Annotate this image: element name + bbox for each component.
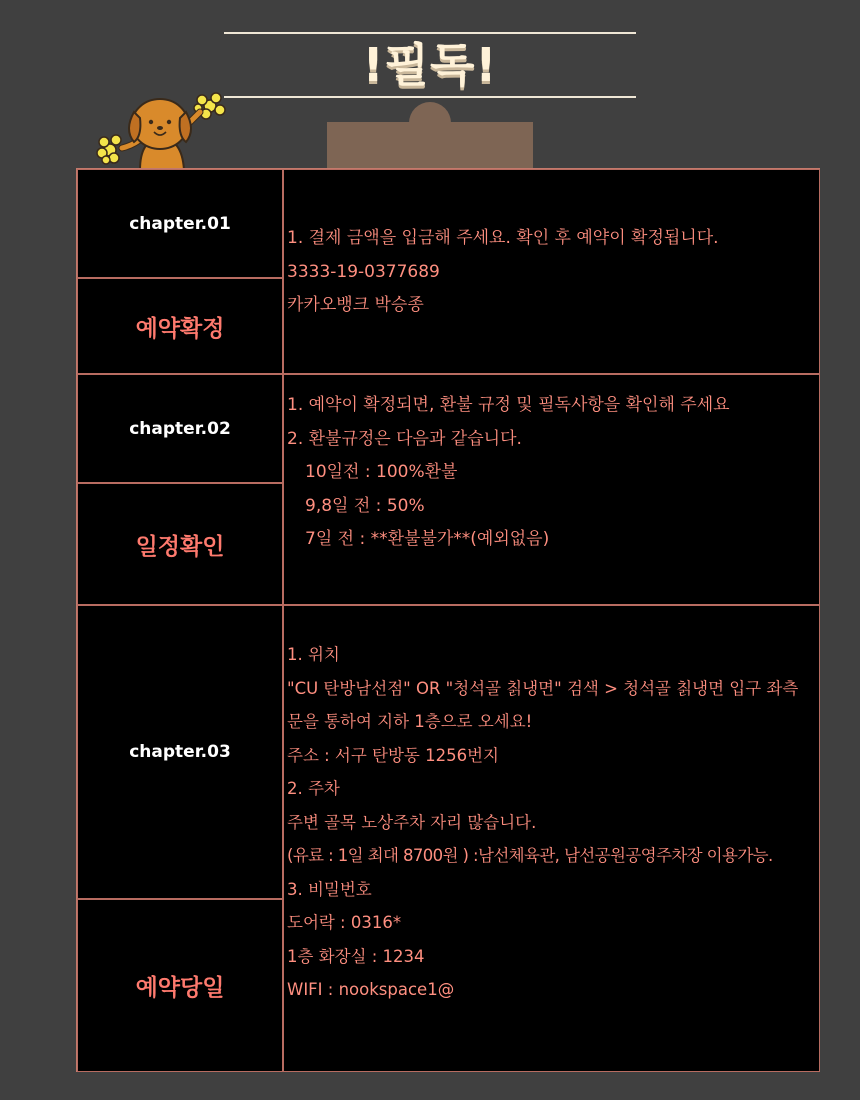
title-rule-top: [224, 32, 636, 34]
parking-info: (유료 : 1일 최대 8700원 ) :남선체육관, 남선공원공영주차장 이용가능.: [287, 846, 773, 865]
dog-mascot-icon: [94, 90, 230, 170]
section-03-content: [283, 605, 820, 1072]
chapter-02-label: chapter.02: [77, 374, 283, 483]
refund-rule: 9,8일 전 : 50%: [305, 495, 425, 516]
content-line: "CU 탄방남선점" OR "청석골 칡냉면" 검색 > 청석골 칡냉면 입구 좌측: [287, 678, 799, 698]
restroom-code: 1층 화장실 : 1234: [287, 946, 425, 966]
account-number: 3333-19-0377689: [287, 261, 440, 282]
content-line: 주변 골목 노상주차 자리 많습니다.: [287, 812, 537, 832]
content-line: 2. 환불규정은 다음과 같습니다.: [287, 428, 522, 449]
bank-account-holder: 카카오뱅크 박승종: [287, 295, 424, 315]
address: 주소 : 서구 탄방동 1256번지: [287, 745, 499, 765]
step-reservation-confirm: 예약확정: [77, 278, 283, 374]
refund-rule: 10일전 : 100%환불: [305, 462, 458, 482]
content-line: 문을 통하여 지하 1층으로 오세요!: [287, 712, 533, 731]
door-lock-code: 도어락 : 0316*: [287, 913, 402, 932]
step-schedule-check: 일정확인: [77, 483, 283, 605]
title-rule-bottom: [224, 96, 636, 98]
content-line: 3. 비밀번호: [287, 879, 372, 899]
guide-table: [76, 168, 820, 1072]
clipboard-clip: [327, 122, 533, 170]
refund-rule: 7일 전 : **환불불가**(예외없음): [305, 529, 550, 549]
section-01-content: [283, 169, 820, 374]
content-line: 1. 위치: [287, 645, 340, 664]
content-line: 2. 주차: [287, 779, 340, 798]
section-02-content: [283, 374, 820, 605]
content-line: 1. 결제 금액을 입금해 주세요. 확인 후 예약이 확정됩니다.: [287, 228, 719, 248]
step-reservation-day: 예약당일: [77, 899, 283, 1072]
content-line: 1. 예약이 확정되면, 환불 규정 및 필독사항을 확인해 주세요: [287, 395, 730, 415]
chapter-01-label: chapter.01: [77, 169, 283, 278]
page-title: !필독!: [362, 38, 498, 92]
chapter-03-label: chapter.03: [77, 605, 283, 899]
wifi-password: WIFI : nookspace1@: [287, 980, 455, 999]
